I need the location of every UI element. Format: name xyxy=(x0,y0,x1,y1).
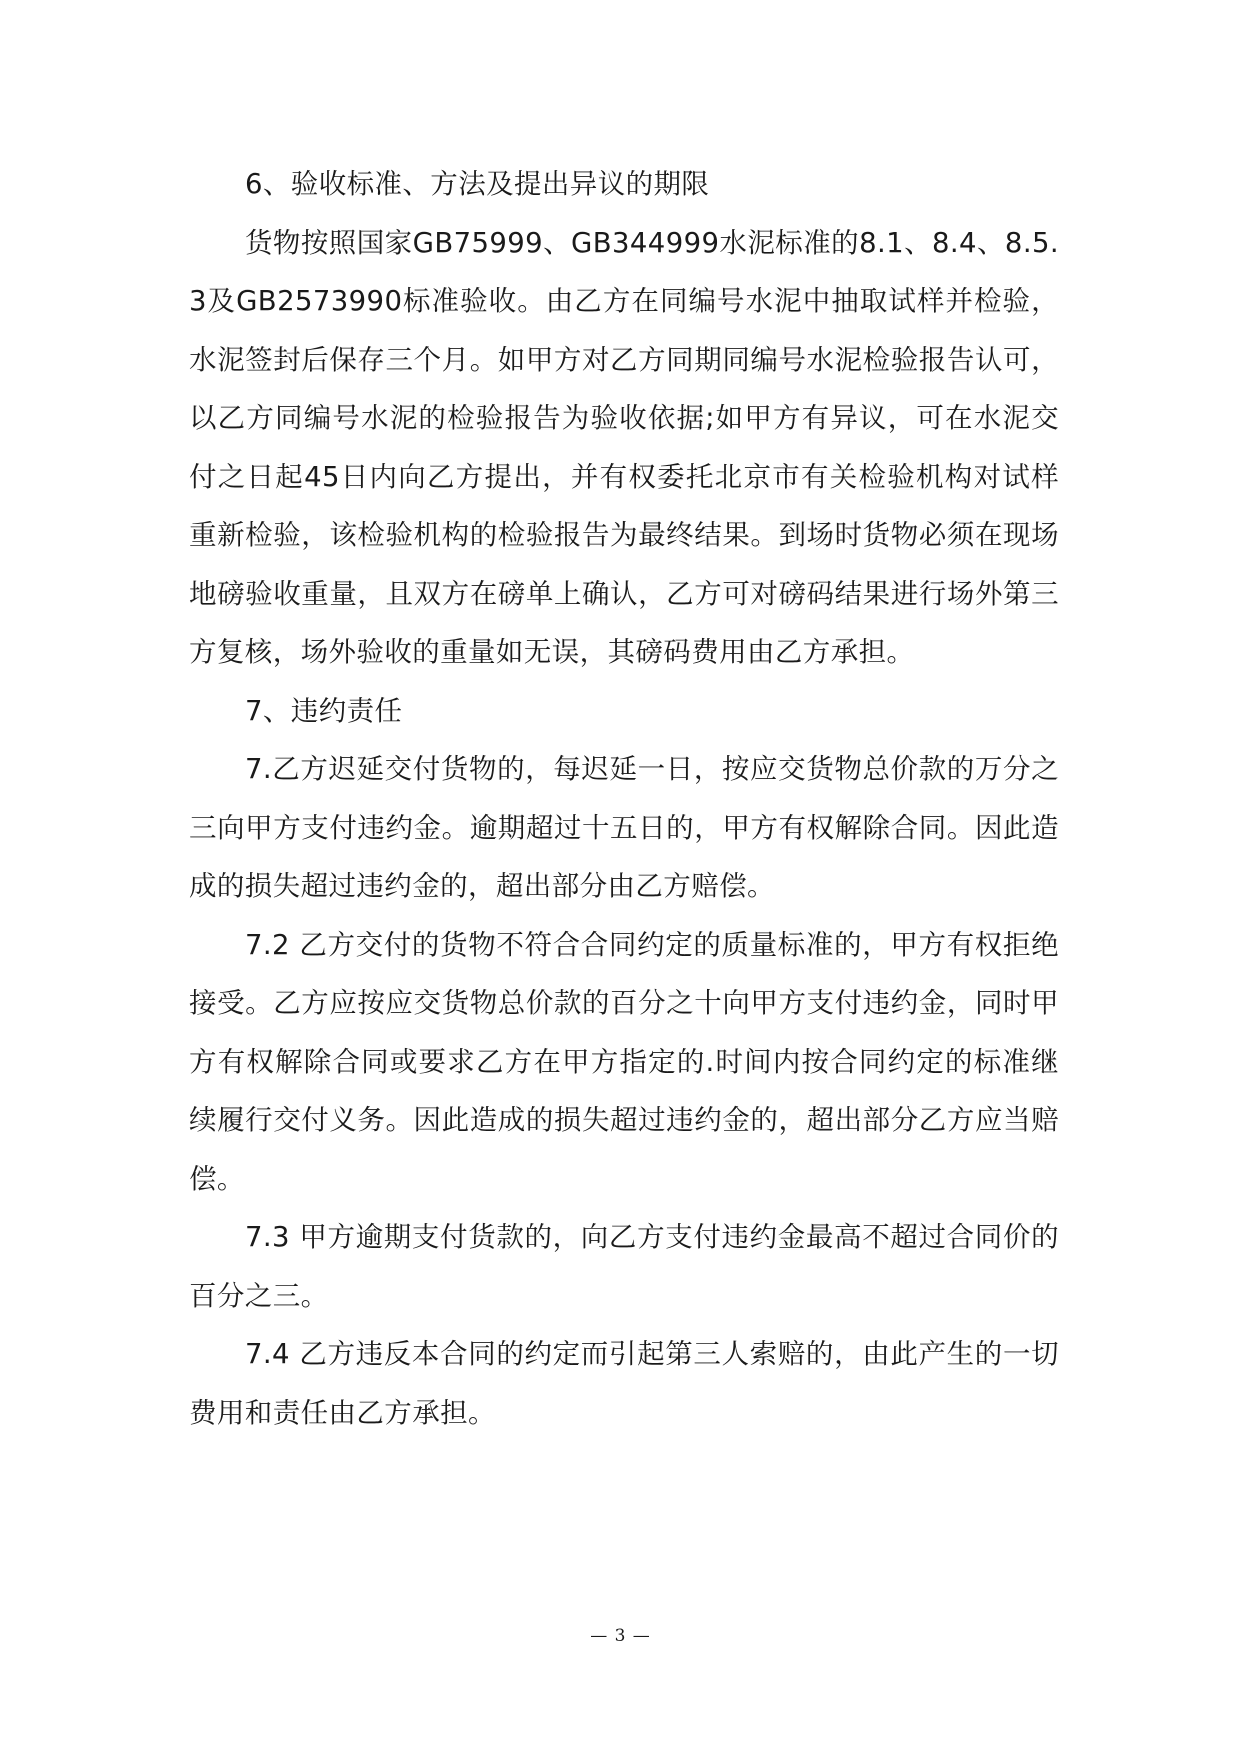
clause-7-2: 7.2 乙方交付的货物不符合合同约定的质量标准的，甲方有权拒绝接受。乙方应按应交货物总价款的百分之十向甲方支付违约金，同时甲方有权解除合同或要求乙方在甲方指定的.时间内按合同约定的标准继续履行交付义务。因此造成的损失超过违约金的，超出部分乙方应当赔偿。 xyxy=(189,928,1059,1195)
clause-7-3: 7.3 甲方逾期支付货款的，向乙方支付违约金最高不超过合同价的百分之三。 xyxy=(189,1221,1059,1312)
section-heading-6: 6、验收标准、方法及提出异议的期限 xyxy=(245,168,710,200)
paragraph-acceptance-standard: 货物按照国家GB75999、GB344999水泥标准的8.1、8.4、8.5.3及GB2573990标准验收。由乙方在同编号水泥中抽取试样并检验，水泥签封后保存三个月。如甲方对乙方同期同编号水泥检验报告认可，以乙方同编号水泥的检验报告为验收依据;如甲方有异议，可在水泥交付之日起45日内向乙方提出，并有权委托北京市有关检验机构对试样重新检验，该检验机构的检验报告为最终结果。到场时货物必须在现场地磅验收重量，且双方在磅单上确认，乙方可对磅码结果进行场外第三方复核，场外验收的重量如无误，其磅码费用由乙方承担。 xyxy=(189,226,1059,668)
document-body xyxy=(189,155,1059,1442)
section-heading-7: 7、违约责任 xyxy=(245,694,403,727)
clause-7-4: 7.4 乙方违反本合同的约定而引起第三人索赔的，由此产生的一切费用和责任由乙方承担。 xyxy=(189,1338,1059,1429)
clause-7-1: 7.乙方迟延交付货物的，每迟延一日，按应交货物总价款的万分之三向甲方支付违约金。逾期超过十五日的，甲方有权解除合同。因此造成的损失超过违约金的，超出部分由乙方赔偿。 xyxy=(189,753,1059,902)
page-number: — 3 — xyxy=(590,1626,651,1646)
